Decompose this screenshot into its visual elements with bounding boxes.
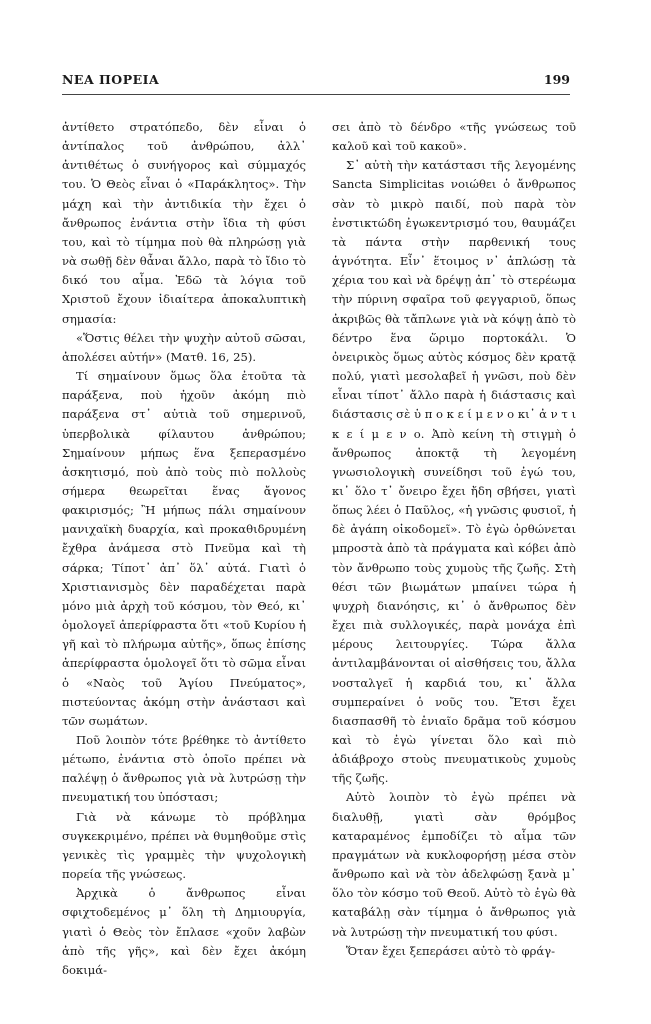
paragraph: Ἀρχικὰ ὁ ἄνθρωπος εἶναι σφιχτοδεμένος μ᾿ ὅλη τὴ Δημιουργία, γιατὶ ὁ Θεὸς τὸν ἔπλασε «χοῦν λαβὼν ἀπὸ τῆς γῆς», καὶ δὲν ἔχει ἀκόμη δοκιμά- <box>62 886 306 977</box>
running-header <box>62 72 570 94</box>
right-column <box>332 118 576 961</box>
running-title: ΝΕΑ ΠΟΡΕΙΑ <box>62 72 160 87</box>
paragraph: σει ἀπὸ τὸ δένδρο «τῆς γνώσεως τοῦ καλοῦ καὶ τοῦ κακοῦ». <box>332 120 576 154</box>
left-column <box>62 118 306 980</box>
page-number: 199 <box>543 72 570 87</box>
paragraph: Γιὰ νὰ κάνωμε τὸ πρόβλημα συγκεκριμένο, πρέπει νὰ θυμηθοῦμε στὶς γενικὲς τὶς γραμμὲς τὴν ψυχολογικὴ πορεία τῆς γνώσεως. <box>62 809 306 882</box>
header-rule <box>62 94 570 95</box>
paragraph: Ποῦ λοιπὸν τότε βρέθηκε τὸ ἀντίθετο μέτωπο, ἐνάντια στὸ ὁποῖο πρέπει νὰ παλέψῃ ὁ ἄνθρωπος γιὰ νὰ λυτρώσῃ τὴν πνευματική του ὑπόστασι; <box>62 733 306 805</box>
scripture-quote: «Ὅστις θέλει τὴν ψυχὴν αὐτοῦ σῶσαι, ἀπολέσει αὐτήν» (Ματθ. 16, 25). <box>62 330 306 364</box>
paragraph: Αὐτὸ λοιπὸν τὸ ἐγὼ πρέπει νὰ διαλυθῇ, γιατὶ σὰν θρόμβος καταραμένος ἐμποδίζει τὸ αἷμα τῶν πραγμάτων νὰ κυκλοφορήσῃ μέσα στὸν ἄνθρωπο καὶ νὰ τὸν ἀδελφώσῃ ξανὰ μ᾿ ὅλο τὸν κόσμο τοῦ Θεοῦ. Αὐτὸ τὸ ἐγὼ θὰ καταβάλῃ σὰν τίμημα ὁ ἄνθρωπος γιὰ νὰ λυτρώσῃ τὴν πνευματική του φύσι. <box>332 790 576 939</box>
paragraph: Τί σημαίνουν ὅμως ὅλα ἐτοῦτα τὰ παράξενα, ποὺ ἠχοῦν ἀκόμη πιὸ παράξενα στ᾿ αὐτιὰ τοῦ σημερινοῦ, ὑπερβολικὰ φίλαυτου ἀνθρώπου; Σημαίνουν μήπως ἕνα ξεπερασμένο ἀσκητισμό, ποὺ ἀπὸ τοὺς πιὸ πολλοὺς σήμερα θεωρεῖται ἕνας ἄγονος φακιρισμός; Ἢ μήπως πάλι σημαίνουν μανιχαϊκὴ δυαρχία, καὶ προκαθιδρυμένη ἔχθρα ἀνάμεσα στὸ Πνεῦμα καὶ τὴ σάρκα; Τίποτ᾿ ἀπ᾿ ὅλ᾿ αὐτά. Γιατὶ ὁ Χριστιανισμὸς δὲν παραδέχεται παρὰ μόνο μιὰ ἀρχὴ τοῦ κόσμου, τὸν Θεό, κι᾿ ὁμολογεῖ ἀπερίφραστα ὅτι «τοῦ Κυρίου ἡ γῆ καὶ τὸ πλήρωμα αὐτῆς», ὅπως ἐπίσης ἀπερίφραστα ὁμολογεῖ ὅτι τὸ σῶμα εἶναι ὁ «Ναὸς τοῦ Ἁγίου Πνεύματος», πιστεύοντας ἀκόμη στὴν ἀνάστασι καὶ τῶν σωμάτων. <box>62 369 306 728</box>
paragraph: Ὅταν ἔχει ξεπεράσει αὐτὸ τὸ φράγ- <box>346 943 556 958</box>
paragraph: ἀντίθετο στρατόπεδο, δὲν εἶναι ὁ ἀντίπαλος τοῦ ἀνθρώπου, ἀλλ᾿ ἀντιθέτως ὁ συνήγορος καὶ σύμμαχός του. Ὁ Θεὸς εἶναι ὁ «Παράκλητος». Τὴν μάχη καὶ τὴν ἀντιδικία τὴν ἔχει ὁ ἄνθρωπος ἐνάντια στὴν ἴδια τὴ φύσι του, καὶ τὸ τίμημα ποὺ θὰ πληρώσῃ γιὰ νὰ σωθῇ δὲν θἆναι ἄλλο, παρὰ τὸ ἴδιο τὸ δικό του αἷμα. Ἐδῶ τὰ λόγια τοῦ Χριστοῦ ἔχουν ἰδιαίτερα ἀποκαλυπτικὴ σημασία: <box>62 120 306 326</box>
paragraph: Σ᾿ αὐτὴ τὴν κατάστασι τῆς λεγομένης Sancta Simplicitas νοιώθει ὁ ἄνθρωπος σὰν τὸ μικρὸ παιδί, ποὺ παρὰ τὸν ἐνστικτώδη ἐγωκεντρισμό του, θαυμάζει τὰ πάντα στὴν παρθενική τους ἁγνότητα. Εἶν᾿ ἕτοιμος ν᾿ ἁπλώσῃ τὰ χέρια του καὶ νὰ δρέψῃ ἀπ᾿ τὸ στερέωμα τὴν πύρινη σφαῖρα τοῦ φεγγαριοῦ, ὅπως ἀκριβῶς θὰ τἄπλωνε γιὰ νὰ κόψῃ ἀπὸ τὸ δέντρο ἕνα ὥριμο πορτοκάλι. Ὁ ὀνειρικὸς ὅμως αὐτὸς κόσμος δὲν κρατᾷ πολύ, γιατὶ μεσολαβεῖ ἡ γνῶσι, ποὺ δὲν εἶναι τίποτ᾿ ἄλλο παρὰ ἡ διάστασις καὶ διάστασις σὲ ὑ π ο κ ε ί μ ε ν ο κι᾿ ἀ ν τ ι κ ε ί μ ε ν ο. Ἀπὸ κείνη τὴ στιγμὴ ὁ ἄνθρωπος ἀποκτᾷ τὴ λεγομένη γνωσιολογικὴ συνείδησι τοῦ ἐγώ του, κι᾿ ὅλο τ᾿ ὄνειρο ἔχει ἤδη σβήσει, γιατὶ ὅπως λέει ὁ Παῦλος, «ἡ γνῶσις φυσιοῖ, ἡ δὲ ἀγάπη οἰκοδομεῖ». Τὸ ἐγὼ ὀρθώνεται μπροστὰ ἀπὸ τὰ πράγματα καὶ κόβει ἀπὸ τὸν ἄνθρωπο τοὺς χυμοὺς τῆς ζωῆς. Στὴ θέσι τῶν βιωμάτων μπαίνει τώρα ἡ ψυχρὴ διανόησις, κι᾿ ὁ ἄνθρωπος δὲν ἔχει πιὰ συλλογικές, παρὰ μονάχα ἐπὶ μέρους λειτουργίες. Τώρα ἄλλα ἀντιλαμβάνονται οἱ αἰσθήσεις του, ἄλλα νοσταλγεῖ ἡ καρδιά του, κι᾿ ἄλλα συμπεραίνει ὁ νοῦς του. Ἔτσι ἔχει διασπασθῆ τὸ ἑνιαῖο δρᾶμα τοῦ κόσμου καὶ τὸ ἐγὼ γίνεται ὅλο καὶ πιὸ ἀδιάβροχο στοὺς πνευματικοὺς χυμοὺς τῆς ζωῆς. <box>332 158 577 786</box>
